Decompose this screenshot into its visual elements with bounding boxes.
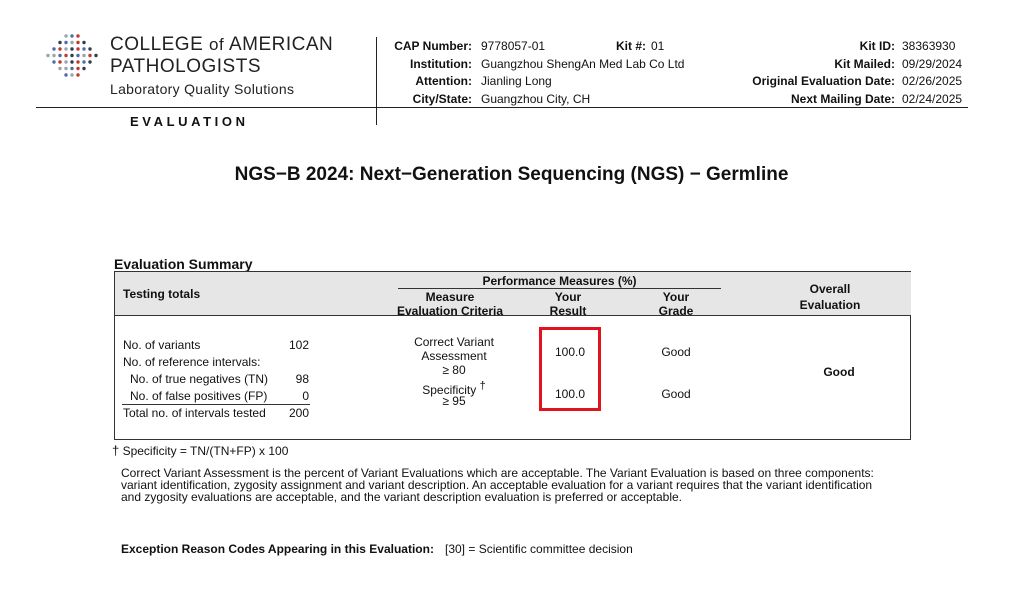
logo-dot (70, 60, 73, 63)
logo-word-of: of (209, 35, 225, 54)
dagger-icon: † (112, 443, 120, 458)
logo-dot (70, 73, 73, 76)
original-evaluation-date-value: 02/26/2025 (902, 74, 963, 88)
result-highlight-box (539, 327, 601, 411)
logo-dot (52, 54, 55, 57)
attention-label: Attention: (415, 74, 472, 88)
kit-number-value: 01 (651, 39, 665, 53)
logo-dot (76, 34, 79, 37)
logo-pathologists: PATHOLOGISTS (110, 56, 261, 77)
logo-dot (58, 60, 61, 63)
header-measure-criteria (390, 290, 510, 318)
logo-dot (76, 67, 79, 70)
logo-dot (76, 47, 79, 50)
measure-name-line1: Correct Variant (414, 335, 494, 349)
logo-dot (70, 47, 73, 50)
performance-measures-rule (398, 288, 721, 289)
city-state-label: City/State: (412, 92, 472, 106)
footnote-text: Specificity = TN/(TN+FP) x 100 (122, 444, 289, 458)
logo-dot (64, 47, 67, 50)
measure-specificity-name: Specificity (422, 383, 477, 397)
logo-dot (64, 41, 67, 44)
original-evaluation-date-label: Original Evaluation Date: (752, 74, 895, 88)
result-specificity: 100.0 (554, 387, 586, 401)
logo-dot (82, 60, 85, 63)
logo-dot (70, 54, 73, 57)
dagger-footnote-marker: † (479, 380, 486, 392)
logo-dot (52, 60, 55, 63)
logo-dot (88, 60, 91, 63)
kit-id-label: Kit ID: (859, 39, 895, 53)
cap-logo-dots-icon (44, 32, 100, 80)
false-positives-label: No. of false positives (FP) (130, 389, 268, 403)
grade-correct-variant-assessment: Good (661, 345, 691, 359)
header-performance-measures: Performance Measures (%) (482, 274, 637, 288)
header-overall-line2: Evaluation (799, 298, 861, 312)
header-measure-line2: Evaluation Criteria (396, 304, 504, 318)
logo-dot (76, 54, 79, 57)
logo-dot (58, 47, 61, 50)
reference-intervals-label: No. of reference intervals: (123, 355, 261, 369)
logo-dot (64, 67, 67, 70)
logo-dot (46, 54, 49, 57)
header-overall-line1: Overall (809, 282, 851, 296)
logo-word-american: AMERICAN (228, 34, 334, 55)
logo-dot (76, 60, 79, 63)
logo-dot (58, 54, 61, 57)
logo-word-college: COLLEGE (110, 34, 204, 55)
logo-dot (64, 73, 67, 76)
header-your-grade-line2: Grade (658, 304, 694, 318)
next-mailing-date-label: Next Mailing Date: (790, 92, 895, 106)
overall-evaluation-value: Good (823, 365, 855, 379)
header-divider-horizontal (36, 107, 968, 108)
logo-dot (70, 67, 73, 70)
institution-label: Institution: (410, 57, 472, 71)
total-intervals-value: 200 (288, 406, 309, 420)
header-your-grade (636, 290, 716, 318)
measure-name-line2: Assessment (421, 349, 487, 363)
logo-dot (64, 54, 67, 57)
logo-dot (70, 34, 73, 37)
logo-dot (94, 54, 97, 57)
logo-dot (82, 54, 85, 57)
logo-dot (76, 73, 79, 76)
total-intervals-label: Total no. of intervals tested (123, 406, 266, 420)
logo-dot (76, 41, 79, 44)
header-testing-totals: Testing totals (123, 287, 201, 301)
kit-id-value: 38363930 (902, 39, 956, 53)
header-divider-vertical (376, 37, 377, 125)
paragraph-line: Correct Variant Assessment is the percent of Variant Evaluations which are acceptable. The Variant Evaluation is based on three components: (121, 466, 874, 480)
specificity-footnote (112, 443, 288, 458)
measure-criteria: ≥ 80 (442, 363, 466, 377)
result-correct-variant-assessment: 100.0 (554, 345, 586, 359)
logo-tagline: Laboratory Quality Solutions (110, 81, 295, 97)
true-negatives-value: 98 (295, 372, 309, 386)
attention-value: Jianling Long (481, 74, 552, 88)
logo-dot (52, 47, 55, 50)
city-state-value: Guangzhou City, CH (481, 92, 591, 106)
header-overall-evaluation (770, 281, 890, 313)
paragraph-line: variant identification, zygosity assignment and variant description. An acceptable evaluation for a variant requires that the variant identification (121, 478, 873, 492)
logo-dot (88, 47, 91, 50)
section-evaluation-label: EVALUATION (130, 114, 249, 129)
paragraph-line: and zygosity evaluations are acceptable, and the variant description evaluation is preferred or acceptable. (121, 490, 683, 504)
false-positives-value: 0 (302, 389, 309, 403)
logo-dot (64, 34, 67, 37)
kit-mailed-label: Kit Mailed: (834, 57, 895, 71)
logo-dot (82, 67, 85, 70)
correct-variant-assessment-description (121, 467, 901, 503)
header-your-result-line1: Your (554, 290, 582, 304)
header-measure-line1: Measure (425, 290, 475, 304)
logo-dot (88, 54, 91, 57)
institution-value: Guangzhou ShengAn Med Lab Co Ltd (481, 57, 685, 71)
next-mailing-date-value: 02/24/2025 (902, 92, 963, 106)
variants-label: No. of variants (123, 338, 201, 352)
cap-number-label: CAP Number: (394, 39, 472, 53)
report-title: NGS−B 2024: Next−Generation Sequencing (NGS) − Germline (234, 164, 789, 185)
logo-dot (64, 60, 67, 63)
measure-specificity (394, 379, 514, 408)
header-your-grade-line1: Your (662, 290, 690, 304)
measure-correct-variant-assessment (394, 335, 514, 377)
exception-codes-label: Exception Reason Codes Appearing in this Evaluation: (121, 542, 434, 556)
logo-dot (58, 41, 61, 44)
measure-criteria: ≥ 95 (442, 394, 466, 408)
logo-dot (58, 67, 61, 70)
grade-specificity: Good (661, 387, 691, 401)
logo-dot (82, 47, 85, 50)
logo-dot (70, 41, 73, 44)
kit-number-label: Kit #: (616, 39, 646, 53)
totals-sum-rule (122, 404, 310, 405)
true-negatives-label: No. of true negatives (TN) (130, 372, 269, 386)
evaluation-summary-title: Evaluation Summary (114, 256, 253, 272)
header-your-result (528, 290, 608, 318)
variants-value: 102 (288, 338, 309, 352)
header-your-result-line2: Result (549, 304, 587, 318)
exception-codes-value: [30] = Scientific committee decision (445, 542, 633, 556)
kit-mailed-value: 09/29/2024 (902, 57, 963, 71)
logo-dot (82, 41, 85, 44)
logo-college-of-american (110, 34, 333, 56)
cap-number-value: 9778057-01 (481, 39, 546, 53)
